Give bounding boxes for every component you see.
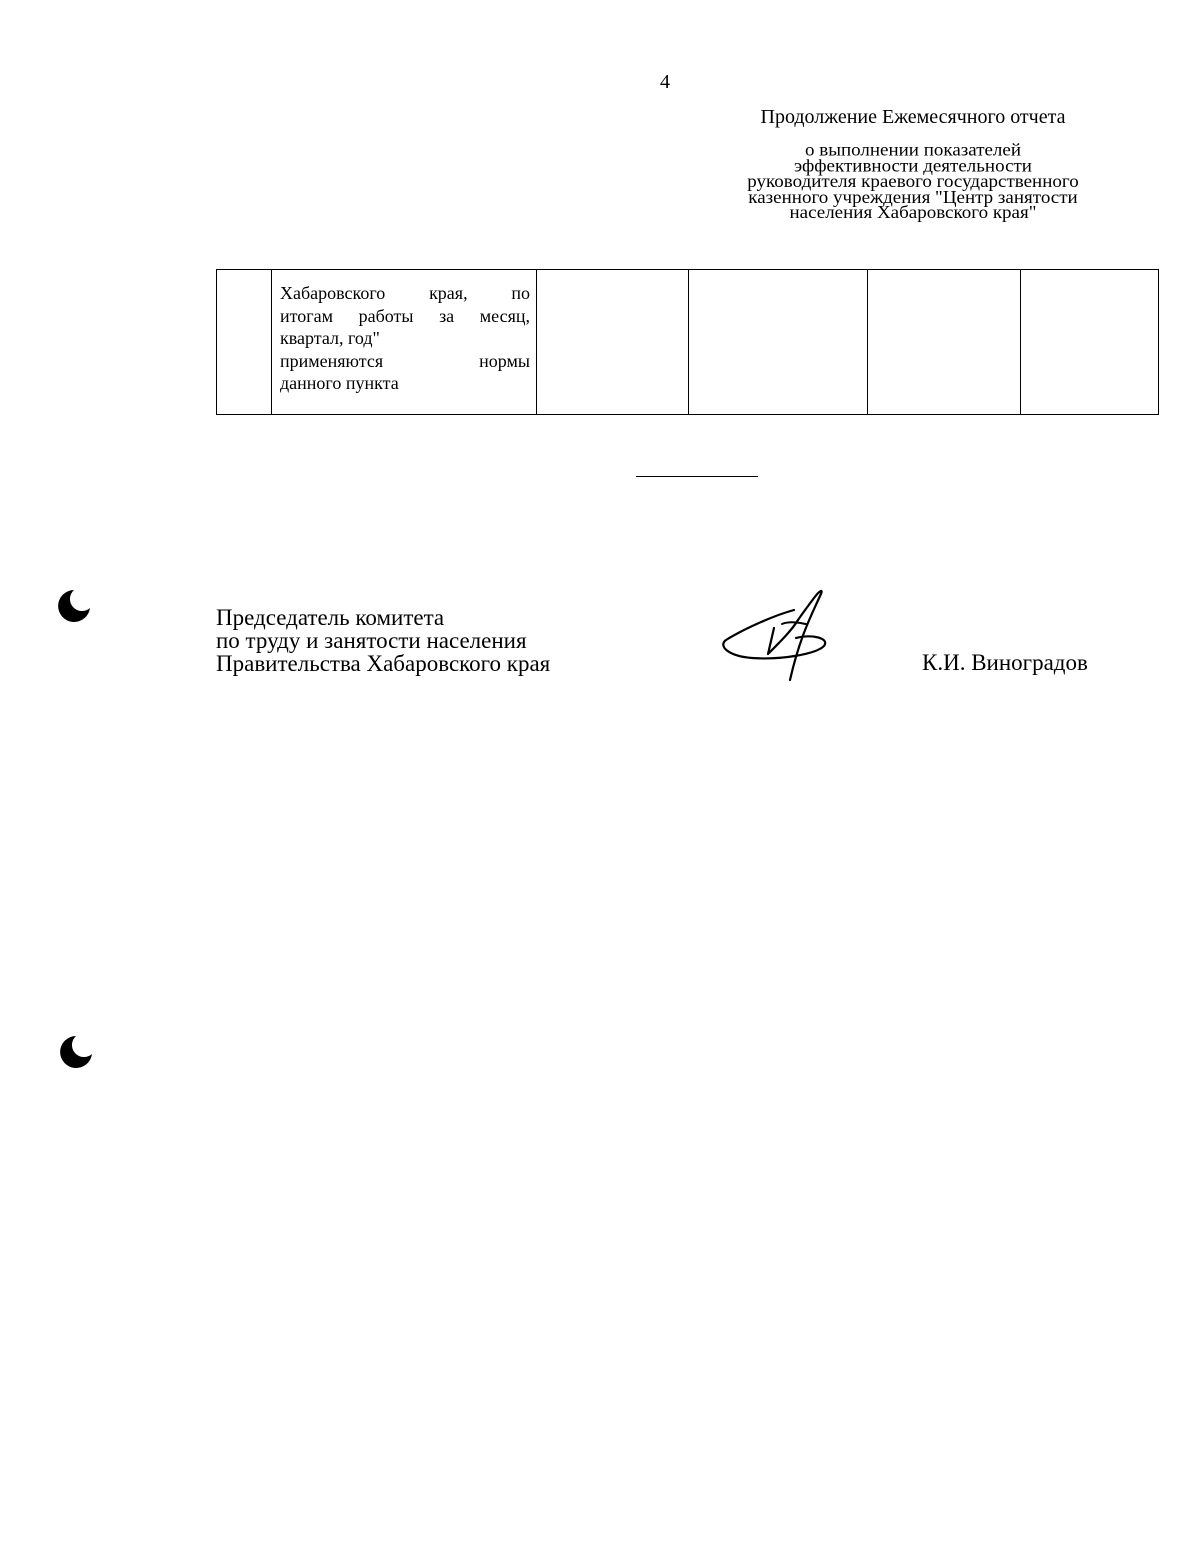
subtitle-line: руководителя краевого государственного — [747, 171, 1079, 192]
text-word: нормы — [479, 350, 530, 371]
continuation-title: Продолжение Ежемесячного отчета — [760, 106, 1066, 128]
signer-title — [216, 606, 550, 675]
table-cell-empty — [689, 270, 868, 415]
table-row — [217, 270, 1159, 415]
text-word: данного пункта — [280, 373, 399, 393]
subtitle-line: казенного учреждения "Центр занятости — [748, 187, 1078, 208]
subtitle-line: эффективности деятельности — [794, 155, 1032, 176]
text-word: итогам — [280, 305, 334, 326]
text-word: работы — [358, 305, 414, 326]
report-subtitle — [690, 140, 1136, 223]
text-word: за — [439, 305, 455, 326]
signer-name: К.И. Виноградов — [922, 650, 1088, 675]
text-word: месяц, — [479, 305, 530, 326]
text-word: Хабаровского — [280, 283, 386, 303]
report-table — [216, 269, 1159, 415]
table-cell-empty — [537, 270, 689, 415]
page-number: 4 — [660, 71, 670, 93]
text-line — [280, 305, 530, 328]
text-line — [280, 327, 530, 350]
signer-title-line: Правительства Хабаровского края — [216, 651, 551, 676]
end-separator-line — [636, 476, 758, 477]
signer-title-line: по труду и занятости населения — [216, 628, 527, 653]
text-word: квартал, год" — [280, 328, 380, 348]
text-line — [280, 350, 530, 373]
table-cell-indicator — [272, 270, 537, 415]
text-word: по — [511, 283, 530, 303]
text-word: применяются — [280, 350, 384, 371]
signer-title-line: Председатель комитета — [216, 605, 445, 630]
text-line — [280, 372, 530, 395]
document-header — [690, 105, 1136, 224]
text-word: края, — [429, 283, 468, 303]
table-cell-empty — [868, 270, 1021, 415]
indicator-text — [272, 270, 536, 395]
subtitle-line: о выполнении показателей — [804, 140, 1022, 161]
text-line — [280, 282, 530, 305]
table-cell-empty — [1021, 270, 1159, 415]
handwritten-signature — [712, 584, 852, 684]
subtitle-line: населения Хабаровского края" — [789, 202, 1037, 223]
punch-hole-mark — [56, 588, 96, 628]
punch-hole-mark — [58, 1034, 98, 1074]
table-cell-number — [217, 270, 272, 415]
